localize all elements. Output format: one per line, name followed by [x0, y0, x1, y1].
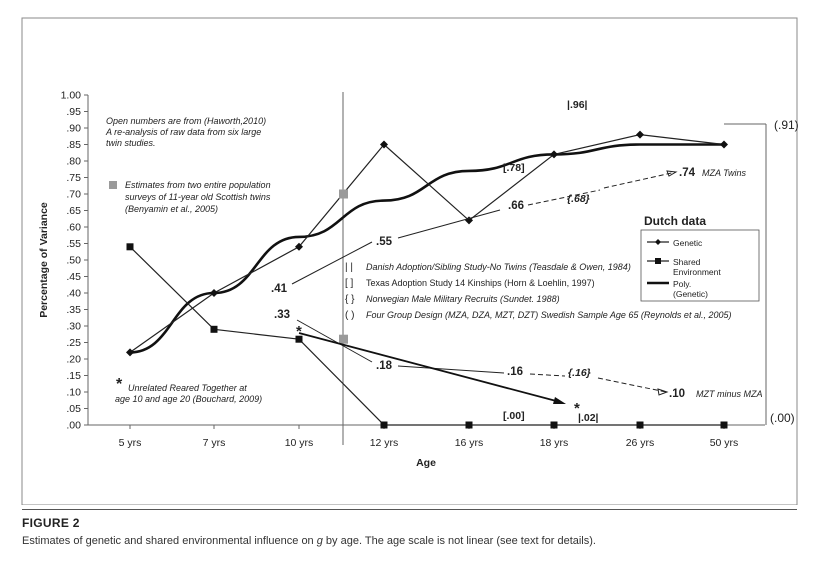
bracket-value-00: [.00] — [503, 410, 525, 422]
genetic-value-41: .41 — [271, 283, 287, 295]
scottish-genetic-point — [339, 190, 348, 199]
shared-value-18: .18 — [376, 360, 392, 372]
legend-poly-label-2: (Genetic) — [673, 289, 708, 299]
mzt-minus-mza-label: MZT minus MZA — [696, 389, 763, 399]
link-16-16b — [530, 374, 565, 376]
y-tick-label: .35 — [66, 304, 81, 316]
y-tick-label: .55 — [66, 238, 81, 250]
y-tick-label: .65 — [66, 205, 81, 217]
study-key-symbol: [ ] — [345, 278, 354, 289]
y-tick-label: .25 — [66, 337, 81, 349]
y-tick-label: .80 — [66, 155, 81, 168]
link-18-16 — [398, 366, 504, 373]
mza-twins-label: MZA Twins — [702, 168, 746, 178]
shared-point — [637, 422, 644, 429]
genetic-point — [636, 131, 644, 139]
shared-value-10: .10 — [669, 388, 685, 400]
legend-shared-marker — [655, 258, 661, 264]
y-tick-label: .85 — [66, 139, 81, 151]
link-68-74 — [604, 172, 676, 188]
caption-start: Estimates of genetic and shared environmental influence on — [22, 535, 317, 547]
link-55-66 — [398, 210, 500, 238]
y-tick-label: .60 — [66, 221, 81, 234]
right-label-91: (.91) — [774, 118, 799, 132]
link-16b-10 — [598, 378, 666, 392]
scottish-note: (Benyamin et al., 2005) — [125, 204, 219, 214]
y-tick-label: .00 — [66, 419, 81, 432]
unrelated-note: Unrelated Reared Together at — [128, 383, 247, 393]
study-key-text: Norwegian Male Military Recruits (Sundet. 1988) — [366, 294, 560, 304]
y-tick-label: .90 — [66, 122, 81, 135]
link-33-18 — [297, 320, 372, 362]
y-tick-label: .15 — [66, 370, 81, 382]
shared-point — [466, 422, 473, 429]
study-key-symbol: { } — [345, 294, 355, 305]
caption-divider — [22, 509, 797, 510]
scottish-note: surveys of 11-year old Scottish twins — [125, 192, 271, 202]
arrow-10 — [658, 389, 667, 395]
genetic-value-55: .55 — [376, 236, 392, 248]
shared-point — [721, 422, 728, 429]
caption-g: g — [316, 535, 323, 547]
shared-point — [127, 243, 134, 250]
shared-value-33: .33 — [274, 309, 290, 321]
y-tick-label: 1.00 — [60, 89, 81, 102]
y-tick-label: .45 — [66, 271, 81, 283]
shared-value-16: .16 — [507, 366, 523, 378]
open-numbers-note: Open numbers are from (Haworth,2010) — [106, 116, 267, 126]
x-tick-label: 18 yrs — [539, 437, 569, 449]
y-tick-label: .20 — [66, 353, 81, 366]
x-tick-label: 12 yrs — [369, 437, 399, 449]
study-key-symbol: | | — [345, 262, 353, 273]
legend-genetic-label: Genetic — [673, 238, 703, 248]
unrelated-asterisk: * — [116, 376, 123, 393]
trend-poly-genetic — [130, 145, 724, 353]
scottish-note-marker — [109, 181, 117, 189]
genetic-value-66: .66 — [508, 200, 524, 212]
y-tick-label: .05 — [66, 403, 81, 415]
bracket-value-96: |.96| — [567, 99, 588, 111]
link-41-55 — [292, 242, 372, 284]
study-key-text: Danish Adoption/Sibling Study-No Twins (Teasdale & Owen, 1984) — [366, 262, 631, 272]
y-tick-label: .95 — [66, 106, 81, 118]
genetic-point — [126, 348, 134, 356]
arrow-74 — [667, 171, 676, 176]
annotations — [105, 99, 799, 425]
scottish-note: Estimates from two entire population — [125, 180, 271, 190]
scottish-shared-point — [339, 335, 348, 344]
y-tick-label: .10 — [66, 386, 81, 399]
figure-label: FIGURE 2 — [22, 516, 80, 530]
x-tick-label: 26 yrs — [625, 437, 655, 449]
y-tick-label: .40 — [66, 287, 81, 300]
genetic-point — [210, 289, 218, 297]
x-tick-label: 16 yrs — [454, 437, 484, 449]
shared-point — [211, 326, 218, 333]
y-tick-label: .50 — [66, 254, 81, 267]
x-tick-label: 5 yrs — [118, 437, 142, 449]
y-tick-label: .75 — [66, 172, 81, 184]
arrow-unrelated — [553, 397, 566, 404]
shared-point — [381, 422, 388, 429]
bracket-value-68: {.68} — [567, 193, 590, 205]
y-tick-label: .30 — [66, 320, 81, 333]
y-tick-label: .70 — [66, 188, 81, 201]
study-key-symbol: ( ) — [345, 310, 355, 321]
genetic-point — [720, 141, 728, 149]
unrelated-note: age 10 and age 20 (Bouchard, 2009) — [115, 394, 263, 404]
bracket-value-02: |.02| — [578, 412, 599, 424]
dutch-data-label: Dutch data — [644, 214, 707, 228]
open-numbers-note: twin studies. — [106, 138, 156, 148]
genetic-value-74: .74 — [679, 167, 695, 179]
figure-caption — [22, 535, 596, 547]
bracket-value-78: [.78] — [503, 162, 525, 174]
x-tick-label: 50 yrs — [709, 437, 739, 449]
y-axis-title: Percentage of Variance — [38, 202, 50, 318]
x-axis-title: Age — [416, 457, 436, 469]
x-tick-label: 7 yrs — [202, 437, 226, 449]
study-key-text: Texas Adoption Study 14 Kinships (Horn & Loehlin, 1997) — [366, 278, 595, 288]
asterisk-age10: * — [296, 323, 302, 340]
study-key-text: Four Group Design (MZA, DZA, MZT, DZT) Swedish Sample Age 65 (Reynolds et al., 2005) — [366, 310, 732, 320]
caption-end: by age. The age scale is not linear (see text for details). — [322, 535, 596, 547]
legend-poly-label-1: Poly. — [673, 279, 692, 289]
legend-shared-label-2: Environment — [673, 267, 721, 277]
right-label-00: (.00) — [770, 411, 795, 425]
bracket-value-16: {.16} — [568, 367, 591, 379]
x-tick-label: 10 yrs — [284, 437, 314, 449]
legend-shared-label-1: Shared — [673, 257, 701, 267]
shared-point — [551, 422, 558, 429]
asterisk-age20: * — [574, 400, 580, 417]
open-numbers-note: A re-analysis of raw data from six large — [106, 127, 262, 137]
